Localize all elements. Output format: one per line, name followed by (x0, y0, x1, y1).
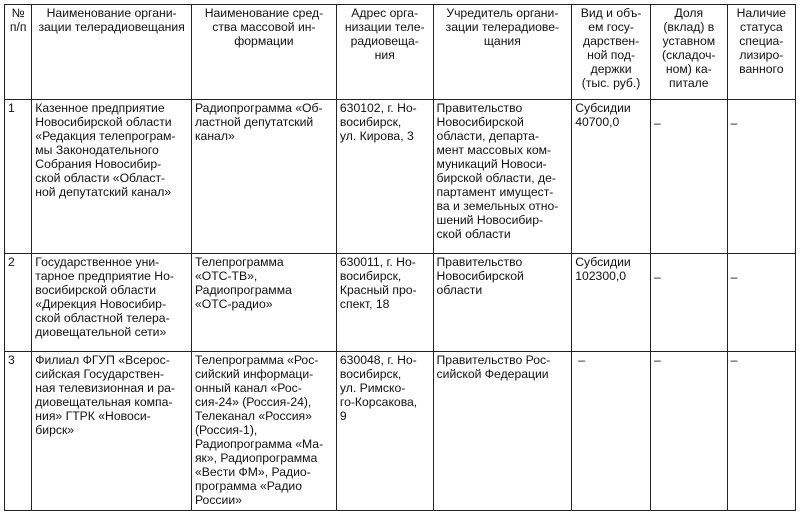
cell-status: – (727, 100, 795, 254)
cell-founder: Правительство Новосибирской области, департа- мент массовых ком- муникаций Новоси- бирской области, де- партамент имущест- ва и земельных отно- шений Новосибир- ской области (433, 100, 572, 254)
cell-number: 2 (5, 254, 32, 352)
header-media-name: Наименование сред- ства массовой ин- формации (191, 5, 336, 100)
table-row (5, 100, 796, 254)
header-capital-share: Доля (вклад) в уставном (складоч- ном) ка- питале (650, 5, 727, 100)
header-address: Адрес орга- низации теле- радиовеща- ния (336, 5, 433, 100)
cell-address: 630102, г. Но- восибирск, ул. Кирова, 3 (336, 100, 433, 254)
cell-number: 3 (5, 352, 32, 511)
table-header-row (5, 5, 796, 100)
cell-status: – (727, 352, 795, 511)
header-founder: Учредитель органи- зации телерадиове- щания (433, 5, 572, 100)
cell-support: Субсидии 102300,0 (572, 254, 651, 352)
cell-address: 630048, г. Но- восибирск, ул. Римско- го-Корсакова, 9 (336, 352, 433, 511)
cell-share: – (650, 254, 727, 352)
cell-organization: Государственное уни- тарное предприятие Но- восибирской области «Дирекция Новосибир- ской областной телера- диовещательной сети» (32, 254, 192, 352)
cell-address: 630011, г. Но- восибирск, Красный про- спект, 18 (336, 254, 433, 352)
cell-organization: Филиал ФГУП «Всерос- сийская Государствен- ная телевизионная и ра- диовещательная компа- ния» ГТРК «Новоси- бирск» (32, 352, 192, 511)
header-specialized-status: Наличие статуса специа- лизиро- ванного (727, 5, 795, 100)
media-organizations-table (4, 4, 796, 511)
header-number: № п/п (5, 5, 32, 100)
cell-share: – (650, 100, 727, 254)
header-organization-name: Наименование органи- зации телерадиовещания (32, 5, 192, 100)
cell-status: – (727, 254, 795, 352)
cell-media: Телепрограмма «ОТС-ТВ», Радиопрограмма «ОТС-радио» (191, 254, 336, 352)
cell-support: – (572, 352, 651, 511)
cell-media: Радиопрограмма «Об- ластной депутатский канал» (191, 100, 336, 254)
cell-number: 1 (5, 100, 32, 254)
cell-founder: Правительство Новосибирской области (433, 254, 572, 352)
cell-support: Субсидии 40700,0 (572, 100, 651, 254)
cell-organization: Казенное предприятие Новосибирской области «Редакция телепрограм- мы Законодательного Собрания Новосибир- ской области «Област- ной депутатский канал» (32, 100, 192, 254)
cell-founder: Правительство Рос- сийской Федерации (433, 352, 572, 511)
table-row (5, 254, 796, 352)
cell-media: Телепрограмма «Рос- сийский информаци- онный канал «Рос- сия-24» (Россия-24), Телеканал «Россия» (Россия-1), Радиопрограмма «Ма- як», Радиопрограмма «Вести ФМ», Радио- программа «Радио России» (191, 352, 336, 511)
header-state-support: Вид и объ- ем госу- дарствен- ной под- держки (тыс. руб.) (572, 5, 651, 100)
table-row (5, 352, 796, 511)
cell-share: – (650, 352, 727, 511)
